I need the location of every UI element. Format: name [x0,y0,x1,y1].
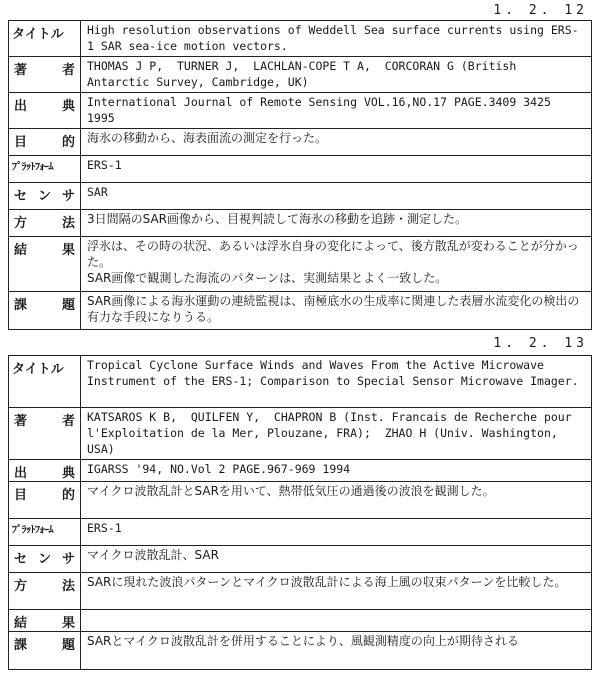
purpose-value: マイクロ波散乱計とSARを用いて、熱帯低気圧の通過後の波浪を観測した。 [81,482,592,519]
label-source: 出 典 [9,93,81,129]
issues-value: SAR画像による海氷運動の連続監視は、南極底水の生成率に関連した表層水流変化の検出の有力な手段になりうる。 [81,292,592,330]
authors-value: THOMAS J P, TURNER J, LACHLAN-COPE T A, CORCORAN G (British Antarctic Survey, Cambridge, UK) [81,57,592,93]
label-issues: 課 題 [9,292,81,330]
label-sensor: セ ン サ [9,546,81,573]
record-table [8,20,592,330]
label-purpose: 目 的 [9,129,81,156]
label-purpose: 目 的 [9,482,81,519]
method-value: SARに現れた波浪パターンとマイクロ波散乱計による海上風の収束パターンを比較した。 [81,573,592,610]
label-results: 結 果 [9,237,81,292]
section-number: 1. 2. 12 [493,3,588,18]
method-value: 3日間隔のSAR画像から、目視判読して海氷の移動を追跡・測定した。 [81,210,592,237]
title-value: Tropical Cyclone Surface Winds and Waves From the Active Microwave Instrument of the ERS-1; Comparison to Special Sensor Microwave Imager. [81,356,592,408]
label-issues: 課 題 [9,632,81,670]
source-value: IGARSS '94, NO.Vol 2 PAGE.967-969 1994 [81,460,592,482]
label-method: 方 法 [9,210,81,237]
results-value: 浮氷は、その時の状況、あるいは浮氷自身の変化によって、後方散乱が変わることが分かった。 SAR画像で観測した海流のパターンは、実測結果とよく一致した。 [81,237,592,292]
label-title: タイトル [9,356,81,408]
label-results: 結 果 [9,610,81,632]
label-authors: 著 者 [9,57,81,93]
sensor-value: マイクロ波散乱計、SAR [81,546,592,573]
label-sensor: セ ン サ [9,183,81,210]
sensor-value: SAR [81,183,592,210]
label-platform: ﾌﾟﾗｯﾄﾌｫｰﾑ [9,519,81,546]
record-table [8,355,592,670]
platform-value: ERS-1 [81,519,592,546]
label-source: 出 典 [9,460,81,482]
platform-value: ERS-1 [81,156,592,183]
label-platform: ﾌﾟﾗｯﾄﾌｫｰﾑ [9,156,81,183]
section-number: 1. 2. 13 [493,336,588,351]
source-value: International Journal of Remote Sensing VOL.16,NO.17 PAGE.3409 3425 1995 [81,93,592,129]
label-method: 方 法 [9,573,81,610]
purpose-value: 海氷の移動から、海表面流の測定を行った。 [81,129,592,156]
results-value [81,610,592,632]
authors-value: KATSAROS K B, QUILFEN Y, CHAPRON B (Inst. Francais de Recherche pour l'Exploitation de la Mer, Plouzane, FRA); ZHAO H (Univ. Washington, USA) [81,408,592,460]
issues-value: SARとマイクロ波散乱計を併用することにより、風観測精度の向上が期待される [81,632,592,670]
label-authors: 著 者 [9,408,81,460]
label-title: タイトル [9,21,81,57]
title-value: High resolution observations of Weddell Sea surface currents using ERS-1 SAR sea-ice motion vectors. [81,21,592,57]
